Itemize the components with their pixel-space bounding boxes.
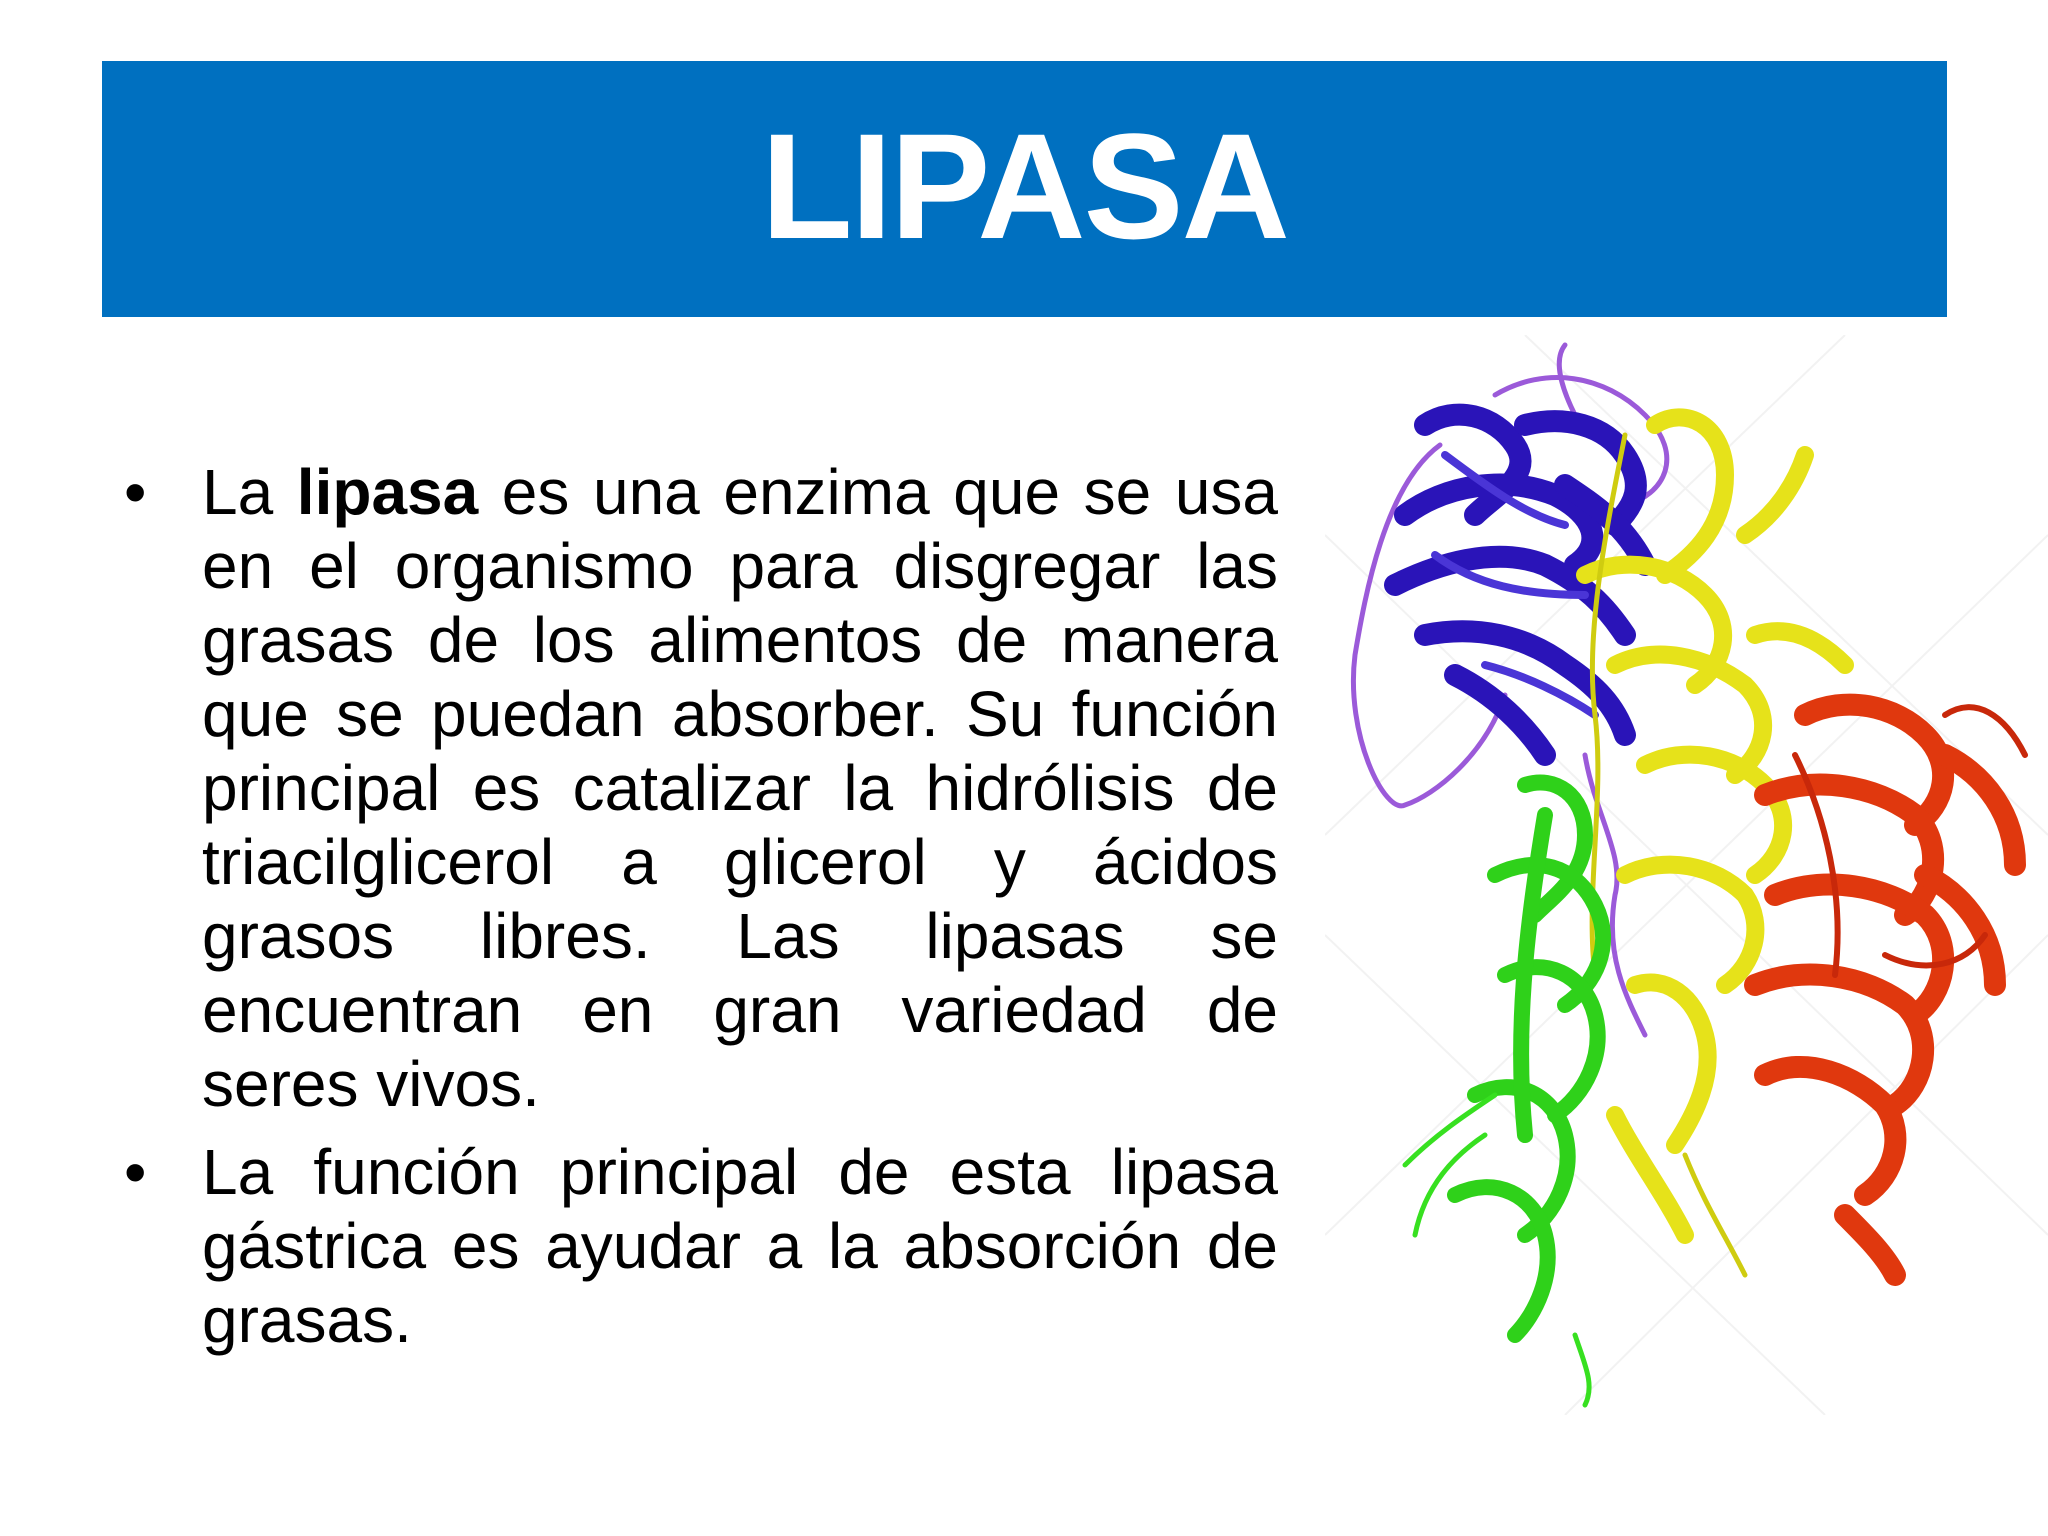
slide-title: LIPASA <box>761 102 1288 270</box>
bullet-dot-icon: • <box>124 1136 147 1208</box>
bullet-item <box>118 455 1278 1121</box>
bullet-text-rest: es una enzima que se usa en el organismo para disgregar las grasas de los alimentos de manera que se puedan absorber. Su función principal es catalizar la hidrólisis de triacilglicerol a glicerol y ácidos grasos libres. Las lipasas se encuentran en gran variedad de seres vivos. <box>202 456 1279 1120</box>
protein-structure-image <box>1325 335 2048 1415</box>
bullet-list <box>118 455 1278 1371</box>
bullet-text-lead: La <box>202 456 297 528</box>
bullet-dot-icon: • <box>124 456 147 528</box>
title-banner <box>102 61 1947 317</box>
bullet-item <box>118 1135 1278 1357</box>
bullet-text-bold: lipasa <box>296 456 479 528</box>
bullet-text: La función principal de esta lipasa gástrica es ayudar a la absorción de grasas. <box>202 1136 1278 1356</box>
